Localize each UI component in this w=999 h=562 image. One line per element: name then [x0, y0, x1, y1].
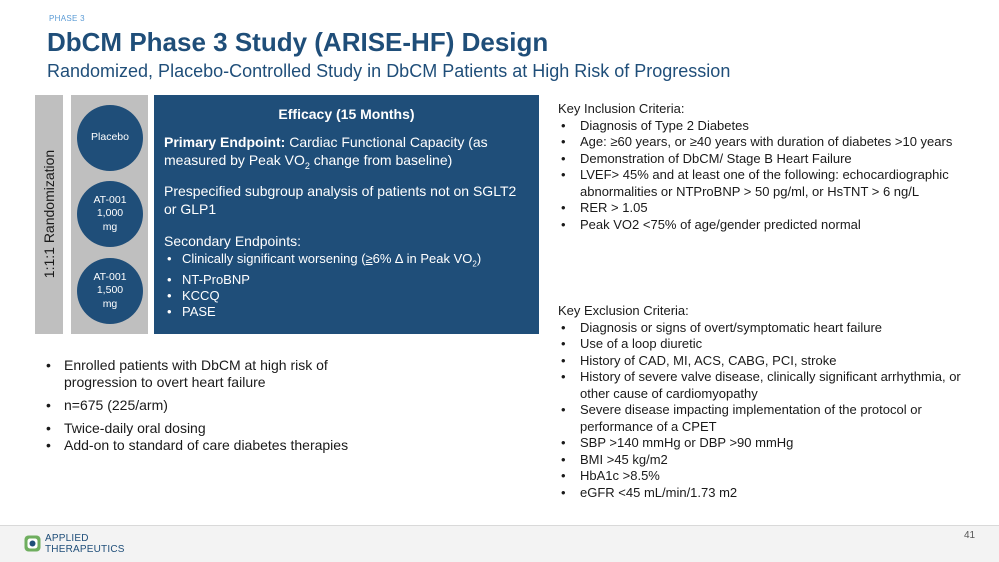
page-subtitle: Randomized, Placebo-Controlled Study in DbCM Patients at High Risk of Progression: [47, 61, 731, 81]
primary-endpoint: [164, 133, 529, 175]
secondary-item-text: Clinically significant worsening (: [182, 250, 366, 266]
arm-label-line: 1,000: [96, 207, 124, 220]
list-item: • Enrolled patients with DbCM at high risk of progression to overt heart failure: [44, 357, 364, 391]
exclusion-criteria: [558, 303, 988, 501]
list-item: • Peak VO2 <75% of age/gender predicted normal: [558, 217, 988, 234]
subgroup-analysis: Prespecified subgroup analysis of patients not on SGLT2 or GLP1: [164, 182, 517, 217]
logo-line-1: APPLIED: [45, 533, 89, 544]
list-item: • RER > 1.05: [558, 200, 988, 217]
randomization-label: 1:1:1 Randomization: [41, 149, 57, 279]
secondary-item-subscript: 2: [472, 259, 477, 269]
list-item: • HbA1c >8.5%: [558, 468, 988, 485]
arm-label-line: mg: [102, 297, 118, 310]
page-title: DbCM Phase 3 Study (ARISE-HF) Design: [47, 27, 549, 57]
primary-endpoint-text: Cardiac Functional Capacity (as measured by Peak VO: [164, 134, 488, 168]
exclusion-heading: Key Exclusion Criteria:: [558, 303, 689, 318]
secondary-item-symbol: ≥: [365, 250, 373, 266]
list-item: • Use of a loop diuretic: [558, 336, 988, 353]
list-item: • Age: ≥60 years, or ≥40 years with duration of diabetes >10 years: [558, 134, 988, 151]
primary-endpoint-text-end: change from baseline): [309, 152, 453, 168]
list-item: • Diagnosis of Type 2 Diabetes: [558, 118, 988, 135]
list-item: • KCCQ: [164, 288, 529, 304]
arm-label-line: Placebo: [91, 131, 129, 144]
efficacy-title: Efficacy (15 Months): [278, 106, 415, 122]
secondary-item-text: ): [476, 250, 482, 266]
list-item: • SBP >140 mmHg or DBP >90 mmHg: [558, 435, 988, 452]
logo-line-2: THERAPEUTICS: [45, 543, 125, 555]
list-item: • History of CAD, MI, ACS, CABG, PCI, stroke: [558, 353, 988, 370]
list-item: • NT-ProBNP: [164, 272, 529, 288]
list-item: • eGFR <45 mL/min/1.73 m2: [558, 485, 988, 502]
arm-label-line: AT-001: [93, 270, 127, 283]
list-item: • Twice-daily oral dosing: [44, 420, 364, 437]
arm-at001-1500mg: [77, 258, 143, 324]
list-item: • BMI >45 kg/m2: [558, 452, 988, 469]
list-item: • History of severe valve disease, clinically significant arrhythmia, or other cause of cardiomyopathy: [558, 369, 988, 402]
secondary-endpoints-title: Secondary Endpoints:: [164, 232, 301, 249]
primary-endpoint-label: Primary Endpoint:: [164, 134, 286, 150]
phase-tag: PHASE 3: [49, 14, 85, 23]
arm-label-line: 1,500: [96, 284, 124, 297]
list-item: • Add-on to standard of care diabetes therapies: [44, 437, 364, 454]
arm-label-line: AT-001: [93, 193, 127, 206]
secondary-item-text: 6% ∆ in Peak VO: [372, 250, 473, 266]
arm-placebo: [77, 105, 143, 171]
applied-therapeutics-logo-icon: [24, 535, 41, 552]
list-item: • n=675 (225/arm): [44, 397, 364, 414]
primary-endpoint-subscript: 2: [304, 160, 310, 171]
list-item: • LVEF> 45% and at least one of the following: echocardiographic abnormalities or NTProBNP > 50 pg/ml, or HsTNT > 6 ng/L: [558, 167, 988, 200]
page-number: 41: [964, 530, 976, 541]
company-logo-text: [45, 534, 125, 555]
arm-label-line: mg: [102, 220, 118, 233]
arm-at001-1000mg: [77, 181, 143, 247]
list-item: • Severe disease impacting implementation of the protocol or performance of a CPET: [558, 402, 988, 435]
list-item: • Diagnosis or signs of overt/symptomatic heart failure: [558, 320, 988, 337]
list-item: • Demonstration of DbCM/ Stage B Heart Failure: [558, 151, 988, 168]
study-facts-list: [44, 357, 364, 460]
list-item: [164, 251, 529, 273]
inclusion-criteria: [558, 101, 988, 233]
secondary-endpoints-list: [164, 251, 529, 321]
inclusion-heading: Key Inclusion Criteria:: [558, 101, 685, 116]
list-item: • PASE: [164, 304, 529, 320]
efficacy-box: [154, 95, 539, 334]
footer: [0, 526, 999, 562]
